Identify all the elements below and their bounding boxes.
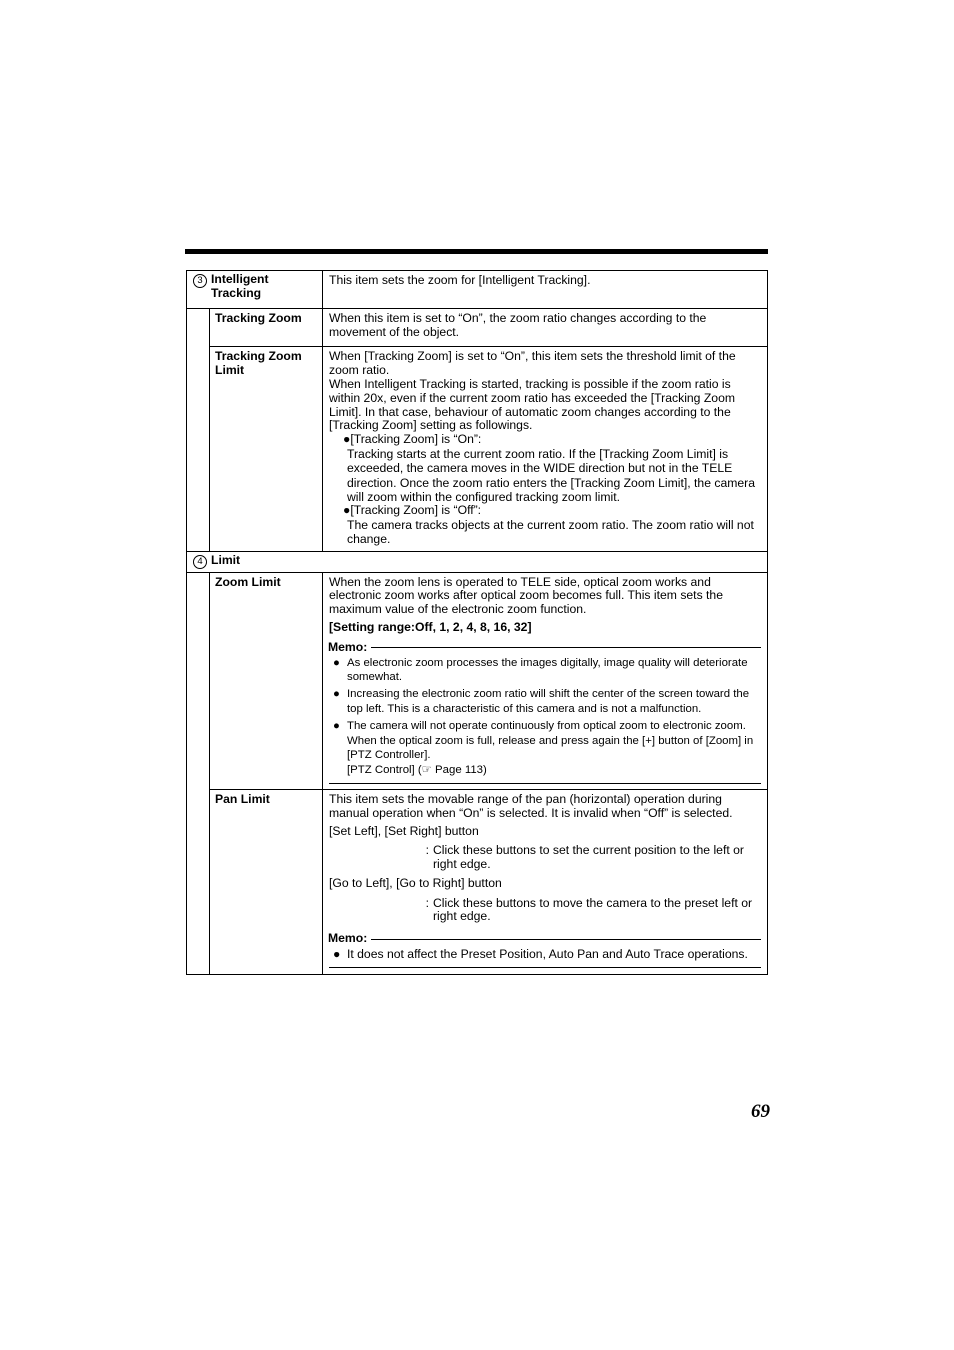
memo-rule [371,939,761,940]
memo-rule [371,647,761,648]
tracking-zoom-name-cell [210,308,323,347]
tracking-zoom-limit-name-cell [210,347,323,551]
section-3-row [187,271,768,309]
gutter [187,347,210,551]
tracking-zoom-name: Tracking Zoom [215,310,302,325]
bullet-icon: ● [333,688,340,701]
memo-item: ● As electronic zoom processes the images digitally, image quality will deteriorate somewhat. [333,656,748,684]
settings-table [186,270,768,975]
pan-limit-memo [329,932,761,968]
memo-item: ● Increasing the electronic zoom ratio will shift the center of the screen toward the top left. This is a characteristic of this camera and is not a malfunction. [333,688,750,715]
page-reference: [PTZ Control] (☞ Page 113) [347,764,487,777]
bullet-icon: ● [333,719,340,732]
pan-limit-name: Pan Limit [215,791,270,806]
zoom-limit-setting-range: [Setting range:Off, 1, 2, 4, 8, 16, 32] [329,619,532,634]
on-heading: ●[Tracking Zoom] is “On”: [343,432,482,447]
memo-label: Memo: [328,639,368,654]
off-text: The camera tracks objects at the current zoom ratio. The zoom ratio will not change. [347,517,754,547]
memo-item: ● The camera will not operate continuously from optical zoom to electronic zoom. When the optical zoom is full, release and press again the [+] button of [Zoom] in [PTZ Controller]. [PTZ Control] (☞ Page 113) [333,719,754,777]
zoom-limit-name-cell [210,572,323,789]
pan-limit-desc-cell [323,789,768,974]
memo-end-rule [329,967,761,968]
zoom-limit-row [187,572,768,789]
bullet-icon: ● [333,656,340,669]
tracking-zoom-limit-p2: When Intelligent Tracking is started, tracking is possible if the zoom ratio is within 20x, even if the current zoom ratio has exceeded the [Tracking Zoom Limit]. In that case, behaviour of automatic zoom changes according to the [Tracking Zoom] setting as followings. [329,376,736,433]
zoom-limit-name: Zoom Limit [215,574,281,589]
page-number: 69 [751,1101,770,1122]
pan-limit-description: This item sets the movable range of the pan (horizontal) operation during manual operation when “On” is selected. It is invalid when “Off” is selected. [329,791,733,820]
section-3-header [187,271,323,309]
section-number-badge: 3 [193,274,207,288]
gutter [187,308,210,347]
set-buttons-desc: : Click these buttons to set the current position to the left or right edge. [425,843,744,872]
section-3-desc-cell [323,271,768,309]
section-4-header [187,551,768,572]
tracking-zoom-row [187,308,768,347]
section-3-description: This item sets the zoom for [Intelligent Tracking]. [329,273,591,287]
tracking-zoom-limit-p1: When [Tracking Zoom] is set to “On”, this item sets the threshold limit of the zoom ratio. [329,349,736,378]
on-text: Tracking starts at the current zoom ratio. If the [Tracking Zoom Limit] is exceeded, the camera moves in the WIDE direction but not in the TELE direction. Once the zoom ratio enters the [Tracking Zoom Limit], the camera will zoom within the configured tracking zoom limit. [347,446,756,504]
tracking-zoom-limit-desc-cell [323,347,768,551]
memo-item: ● It does not affect the Preset Position, Auto Pan and Auto Trace operations. [333,947,748,962]
tracking-zoom-desc-cell [323,308,768,347]
section-number-badge: 4 [193,555,207,569]
goto-buttons-desc: : Click these buttons to move the camera to the preset left or right edge. [425,895,753,924]
header-rule [185,249,768,254]
goto-buttons-label: [Go to Left], [Go to Right] button [329,875,502,890]
memo-list [329,656,761,778]
set-buttons-label: [Set Left], [Set Right] button [329,823,479,838]
zoom-limit-desc-cell [323,572,768,789]
bullet-icon: ● [333,947,341,962]
section-4-title: Limit [211,552,241,567]
zoom-limit-memo [329,641,761,784]
off-heading: ●[Tracking Zoom] is “Off”: [343,503,482,518]
section-4-row [187,551,768,572]
pan-limit-name-cell [210,789,323,974]
pan-limit-row [187,789,768,974]
memo-end-rule [329,783,761,784]
tracking-zoom-limit-name: Tracking Zoom Limit [215,349,302,378]
tracking-zoom-limit-row [187,347,768,551]
gutter [187,572,210,789]
gutter [187,789,210,974]
tracking-zoom-description: When this item is set to “On”, the zoom ratio changes according to the movement of the object. [329,310,707,339]
section-3-title: Intelligent Tracking [211,272,269,300]
memo-label: Memo: [328,931,368,946]
zoom-limit-description: When the zoom lens is operated to TELE side, optical zoom works and electronic zoom works after optical zoom becomes full. This item sets the maximum value of the electronic zoom function. [329,574,723,617]
memo-list [329,947,761,962]
